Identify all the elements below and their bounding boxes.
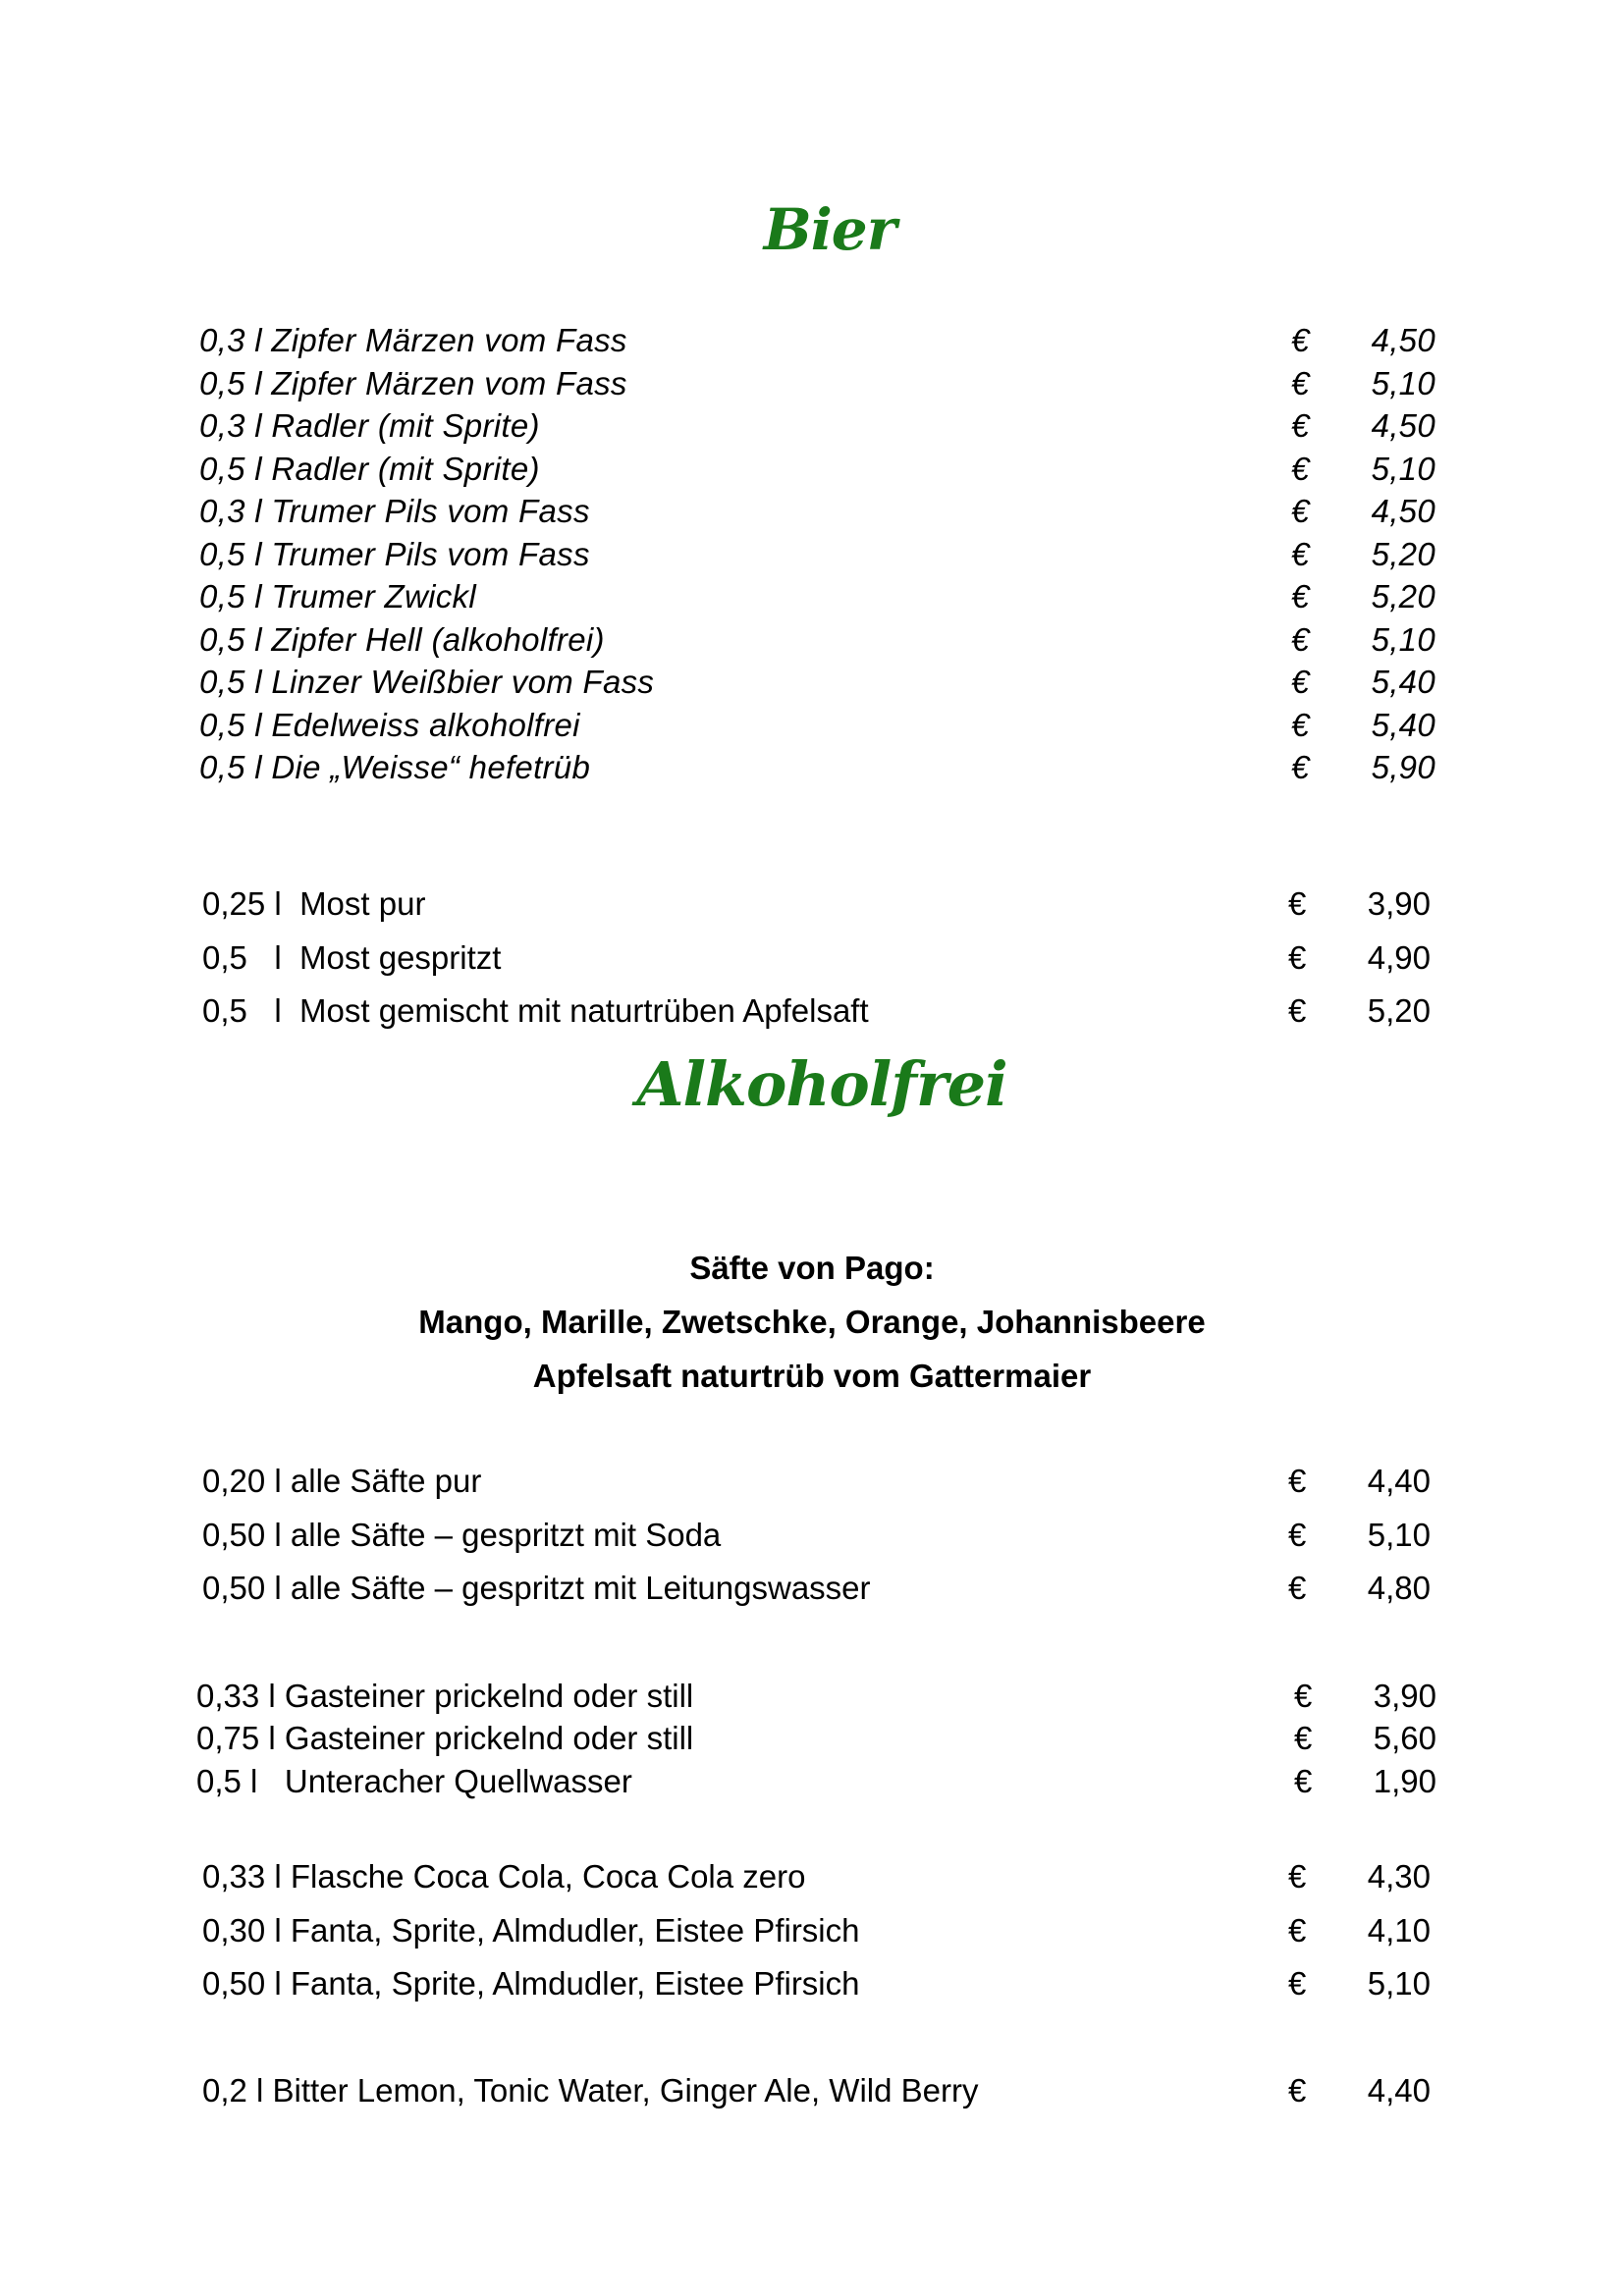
item-name: 0,33 l Gasteiner prickelnd oder still [196,1678,694,1714]
item-price: 4,50 [1371,322,1435,358]
item-price: 5,90 [1371,749,1435,785]
euro-sign: € [1291,407,1310,444]
euro-sign: € [1288,1463,1307,1499]
item-name: 0,2 l Bitter Lemon, Tonic Water, Ginger Ale, Wild Berry [202,2072,979,2109]
menu-item [0,1463,1624,1506]
item-name: 0,5 l Trumer Zwickl [199,578,476,614]
item-price: 5,10 [1367,1965,1431,2002]
euro-sign: € [1288,992,1307,1029]
item-price: 5,40 [1371,664,1435,700]
item-price: 4,50 [1371,493,1435,529]
item-name: 0,5 l Most gemischt mit naturtrüben Apfelsaft [202,992,869,1029]
item-name: 0,5 l Unteracher Quellwasser [196,1762,632,1799]
euro-sign: € [1291,493,1310,529]
item-name: 0,50 l alle Säfte – gespritzt mit Leitungswasser [202,1570,871,1606]
euro-sign: € [1294,1720,1313,1757]
item-name: 0,5 l Zipfer Hell (alkoholfrei) [199,620,605,658]
item-price: 5,20 [1367,992,1431,1029]
item-name: 0,5 l Trumer Pils vom Fass [199,535,590,572]
euro-sign: € [1294,1762,1313,1799]
item-price: 4,30 [1367,1858,1431,1895]
item-price: 4,10 [1367,1911,1431,1949]
euro-sign: € [1288,885,1307,922]
menu-item [0,749,1624,792]
item-name: 0,5 l Linzer Weißbier vom Fass [199,664,655,700]
item-name: 0,25 l Most pur [202,885,426,922]
item-name: 0,20 l alle Säfte pur [202,1463,482,1499]
menu-item [0,322,1624,365]
euro-sign: € [1291,749,1310,785]
euro-sign: € [1288,1858,1307,1895]
menu-item [0,451,1624,494]
section-title-alkoholfrei: Alkoholfrei [636,1048,1007,1120]
menu-item [0,1720,1624,1763]
menu-item [0,407,1624,451]
item-name: 0,3 l Trumer Pils vom Fass [199,493,590,529]
pago-heading: Säfte von Pago: [689,1250,935,1286]
item-price: 4,50 [1371,407,1435,444]
euro-sign: € [1291,322,1310,358]
menu-item [0,664,1624,707]
item-name: 0,50 l Fanta, Sprite, Almdudler, Eistee Pfirsich [202,1965,860,2002]
item-price: 1,90 [1373,1762,1436,1799]
item-name: 0,5 l Die „Weisse“ hefetrüb [199,749,591,785]
item-price: 5,60 [1373,1720,1436,1757]
item-name: 0,5 l Radler (mit Sprite) [199,450,540,487]
euro-sign: € [1291,578,1310,614]
pago-flavors: Mango, Marille, Zwetschke, Orange, Johannisbeere [418,1304,1206,1340]
menu-item [0,578,1624,621]
item-name: 0,5 l Most gespritzt [202,938,502,976]
item-name: 0,3 l Zipfer Märzen vom Fass [199,322,627,358]
item-price: 5,10 [1371,620,1435,658]
item-name: 0,30 l Fanta, Sprite, Almdudler, Eistee Pfirsich [202,1911,860,1949]
menu-item [0,493,1624,536]
pago-apple-juice: Apfelsaft naturtrüb vom Gattermaier [532,1358,1092,1394]
item-price: 3,90 [1373,1678,1436,1714]
item-name: 0,75 l Gasteiner prickelnd oder still [196,1720,694,1757]
menu-item [0,1570,1624,1613]
item-name: 0,33 l Flasche Coca Cola, Coca Cola zero [202,1858,806,1895]
item-name: 0,5 l Edelweiss alkoholfrei [199,706,580,743]
euro-sign: € [1291,706,1310,743]
menu-item [0,707,1624,750]
item-price: 4,80 [1367,1570,1431,1606]
menu-item [0,2072,1624,2115]
euro-sign: € [1291,620,1310,658]
menu-item [0,365,1624,408]
menu-item [0,1517,1624,1560]
menu-item [0,885,1624,929]
item-price: 4,40 [1367,1463,1431,1499]
euro-sign: € [1288,2072,1307,2109]
euro-sign: € [1291,664,1310,700]
menu-item [0,536,1624,579]
menu-item [0,621,1624,665]
item-price: 5,10 [1371,364,1435,401]
euro-sign: € [1288,1570,1307,1606]
euro-sign: € [1288,1911,1307,1949]
menu-item [0,992,1624,1036]
menu-item [0,939,1624,983]
euro-sign: € [1291,450,1310,487]
menu-item [0,1858,1624,1901]
euro-sign: € [1288,938,1307,976]
item-price: 4,40 [1367,2072,1431,2109]
item-price: 5,10 [1371,450,1435,487]
euro-sign: € [1294,1678,1313,1714]
item-name: 0,50 l alle Säfte – gespritzt mit Soda [202,1516,722,1553]
item-price: 3,90 [1367,885,1431,922]
euro-sign: € [1288,1965,1307,2002]
item-price: 5,20 [1371,578,1435,614]
menu-item [0,1965,1624,2008]
item-price: 5,40 [1371,706,1435,743]
menu-item [0,1763,1624,1806]
euro-sign: € [1291,535,1310,572]
item-price: 5,20 [1371,535,1435,572]
section-title-bier: Bier [763,196,896,263]
item-price: 4,90 [1367,938,1431,976]
euro-sign: € [1291,364,1310,401]
euro-sign: € [1288,1516,1307,1553]
menu-item [0,1678,1624,1721]
item-name: 0,3 l Radler (mit Sprite) [199,407,540,444]
menu-item [0,1912,1624,1955]
item-price: 5,10 [1367,1516,1431,1553]
item-name: 0,5 l Zipfer Märzen vom Fass [199,364,627,401]
